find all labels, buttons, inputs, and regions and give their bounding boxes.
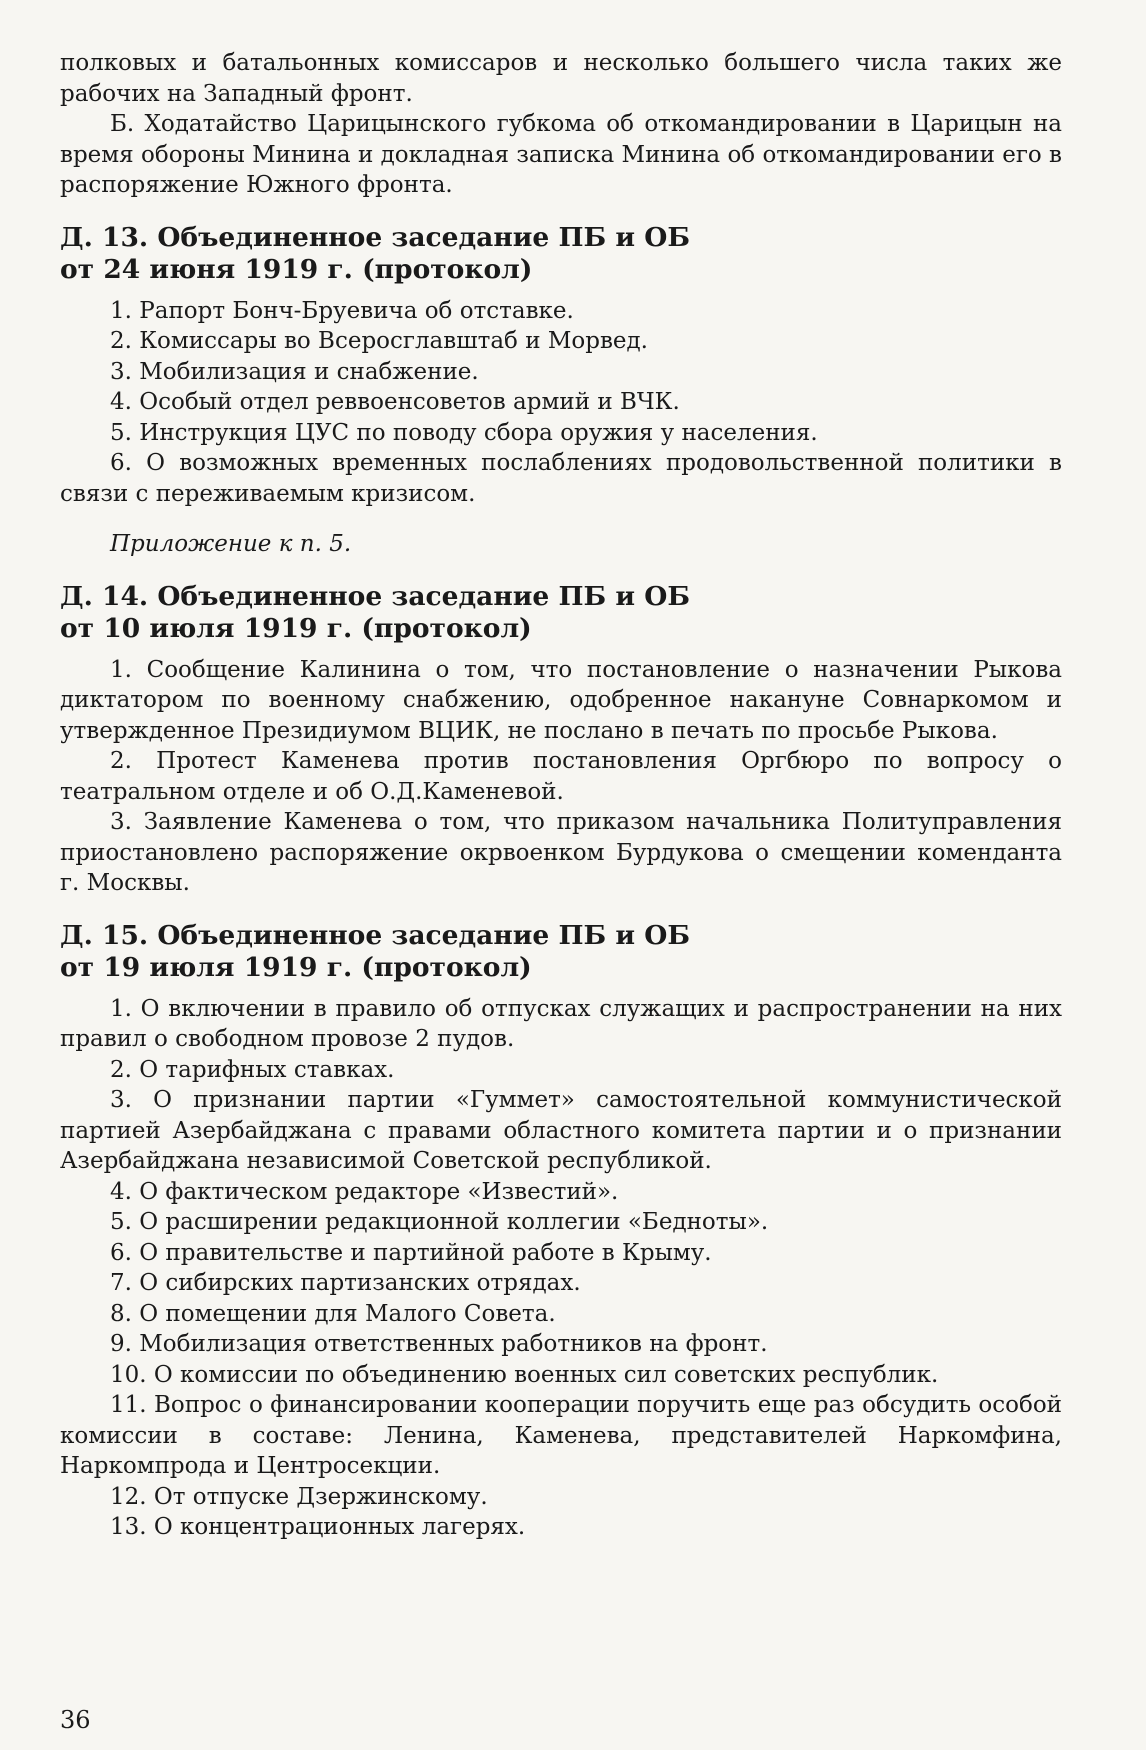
section-14-title-line1: Д. 14. Объединенное заседание ПБ и ОБ <box>60 580 690 612</box>
section-13-title-line2: от 24 июня 1919 г. (протокол) <box>60 253 533 285</box>
list-item: 11. Вопрос о финансировании кооперации поручить еще раз обсудить особой комиссии в составе: Ленина, Каменева, представителей Наркомфина, Наркомпрода и Центросекции. <box>60 1392 1062 1479</box>
list-item: 10. О комиссии по объединению военных сил советских республик. <box>110 1361 939 1388</box>
list-item: 5. Инструкция ЦУС по поводу сбора оружия у населения. <box>110 419 818 446</box>
list-item: 13. О концентрационных лагерях. <box>110 1514 526 1540</box>
list-item: 9. Мобилизация ответственных работников на фронт. <box>110 1331 768 1357</box>
list-item: 3. Заявление Каменева о том, что приказом начальника Политуправления приостановлено распоряжение окрвоенком Бурдукова о смещении коменданта г. Москвы. <box>60 809 1062 896</box>
list-item: 2. О тарифных ставках. <box>110 1056 395 1083</box>
page-number: 36 <box>60 1706 91 1734</box>
list-item: 3. О признании партии «Гуммет» самостоятельной коммунистической партией Азербайджана с правами областного комитета партии и о признании Азербайджана независимой Советской республикой. <box>60 1087 1062 1174</box>
list-item: 8. О помещении для Малого Совета. <box>110 1300 556 1327</box>
section-14-title <box>60 581 1062 645</box>
section-13-appendix: Приложение к п. 5. <box>110 531 352 557</box>
section-14-title-line2: от 10 июля 1919 г. (протокол) <box>60 612 532 644</box>
section-15-title-line2: от 19 июля 1919 г. (протокол) <box>60 951 532 983</box>
intro-paragraph-2: Б. Ходатайство Царицынского губкома об откомандировании в Царицын на время обороны Минина и докладная записка Минина об откомандировании его в распоряжение Южного фронта. <box>60 111 1062 198</box>
list-item: 6. О возможных временных послаблениях продовольственной политики в связи с переживаемым кризисом. <box>60 450 1062 507</box>
list-item: 4. Особый отдел реввоенсоветов армий и ВЧК. <box>110 389 680 415</box>
list-item: 7. О сибирских партизанских отрядах. <box>110 1270 581 1296</box>
list-item: 1. Рапорт Бонч-Бруевича об отставке. <box>110 297 574 324</box>
list-item: 1. О включении в правило об отпусках служащих и распространении на них правил о свободном провозе 2 пудов. <box>60 995 1062 1052</box>
page-body <box>60 48 1062 1543</box>
section-15-title <box>60 920 1062 984</box>
intro-paragraph-1: полковых и батальонных комиссаров и несколько большего числа таких же рабочих на Западный фронт. <box>60 50 1062 107</box>
list-item: 2. Протест Каменева против постановления Оргбюро по вопросу о театральном отделе и об О.Д.Каменевой. <box>60 748 1062 805</box>
section-13-items <box>60 296 1062 510</box>
list-item: 12. От отпуске Дзержинскому. <box>110 1483 488 1510</box>
list-item: 4. О фактическом редакторе «Известий». <box>110 1178 619 1205</box>
list-item: 3. Мобилизация и снабжение. <box>110 358 479 385</box>
section-13-title-line1: Д. 13. Объединенное заседание ПБ и ОБ <box>60 221 690 253</box>
list-item: 2. Комиссары во Всеросглавштаб и Морвед. <box>110 328 648 354</box>
section-13-title <box>60 222 1062 286</box>
list-item: 5. О расширении редакционной коллегии «Бедноты». <box>110 1209 769 1235</box>
list-item: 1. Сообщение Калинина о том, что постановление о назначении Рыкова диктатором по военному снабжению, одобренное накануне Совнаркомом и утвержденное Президиумом ВЦИК, не послано в печать по просьбе Рыкова. <box>60 656 1062 744</box>
section-15-items <box>60 994 1062 1543</box>
list-item: 6. О правительстве и партийной работе в Крыму. <box>110 1239 712 1266</box>
section-14-items <box>60 655 1062 899</box>
section-15-title-line1: Д. 15. Объединенное заседание ПБ и ОБ <box>60 919 690 951</box>
